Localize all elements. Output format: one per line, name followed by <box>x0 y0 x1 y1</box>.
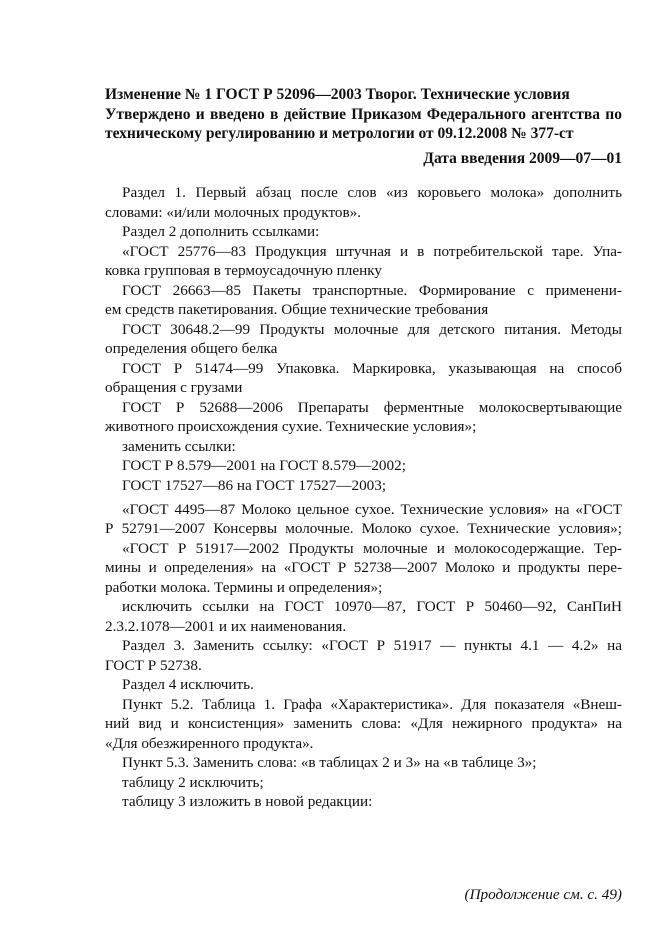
body-line: ний вид и консистенция» заменить слова: «Для нежирного продукта» на <box>105 715 622 732</box>
body-line: ГОСТ Р 52738. <box>105 657 202 674</box>
body-line: мины и определения» на «ГОСТ Р 52738—2007 Молоко и продукты пере- <box>105 559 622 576</box>
body-line: «ГОСТ 25776—83 Продукция штучная и в потребительской таре. Упа- <box>122 243 622 260</box>
body-line: Р 52791—2007 Консервы молочные. Молоко сухое. Технические условия»; <box>105 520 622 537</box>
body-line: Раздел 2 дополнить ссылками: <box>122 223 320 240</box>
body-line: ГОСТ 30648.2—99 Продукты молочные для детского питания. Методы <box>122 321 622 338</box>
body-line: Раздел 3. Заменить ссылку: «ГОСТ Р 51917 — пункты 4.1 — 4.2» на <box>122 637 622 654</box>
body-line: заменить ссылки: <box>122 438 236 455</box>
body-line: «Для обезжиренного продукта». <box>105 735 314 752</box>
amendment-title: Изменение № 1 ГОСТ Р 52096—2003 Творог. Технические условия <box>105 86 570 103</box>
body-line: исключить ссылки на ГОСТ 10970—87, ГОСТ Р 50460—92, СанПиН <box>122 598 622 615</box>
body-line: животного происхождения сухие. Технические условия»; <box>105 418 477 435</box>
body-line: Пункт 5.3. Заменить слова: «в таблицах 2 и 3» на «в таблице 3»; <box>122 754 537 771</box>
body-line: ГОСТ Р 8.579—2001 на ГОСТ 8.579—2002; <box>122 457 406 474</box>
body-line: Раздел 1. Первый абзац после слов «из коровьего молока» дополнить <box>122 184 622 201</box>
body-line: «ГОСТ Р 51917—2002 Продукты молочные и молокосодержащие. Тер- <box>122 540 622 557</box>
body-line: таблицу 3 изложить в новой редакции: <box>122 793 373 810</box>
body-line: ГОСТ Р 52688—2006 Препараты ферментные молокосвертывающие <box>122 399 622 416</box>
body-line: «ГОСТ 4495—87 Молоко цельное сухое. Технические условия» на «ГОСТ <box>122 501 622 518</box>
body-line: Раздел 4 исключить. <box>122 676 254 693</box>
body-line: таблицу 2 исключить; <box>122 774 264 791</box>
continuation-note: (Продолжение см. с. 49) <box>464 886 622 903</box>
body-line: ем средств пакетирования. Общие технические требования <box>105 301 489 318</box>
body-line: ГОСТ Р 51474—99 Упаковка. Маркировка, указывающая на способ <box>122 360 622 377</box>
body-line: ГОСТ 26663—85 Пакеты транспортные. Формирование с применени- <box>122 282 622 299</box>
body-line: ГОСТ 17527—86 на ГОСТ 17527—2003; <box>122 477 387 494</box>
effective-date: Дата введения 2009—07—01 <box>423 150 622 167</box>
body-line: Пункт 5.2. Таблица 1. Графа «Характеристика». Для показателя «Внеш- <box>122 696 622 713</box>
approval-line-1: Утверждено и введено в действие Приказом Федерального агентства по <box>105 106 622 123</box>
body-line: обращения с грузами <box>105 379 243 396</box>
body-line: работки молока. Термины и определения»; <box>105 579 383 596</box>
body-line: ковка групповая в термоусадочную пленку <box>105 262 382 279</box>
body-line: словами: «и/или молочных продуктов». <box>105 204 362 221</box>
approval-line-2: техническому регулированию и метрологии от 09.12.2008 № 377-ст <box>105 125 574 142</box>
body-line: 2.3.2.1078—2001 и их наименования. <box>105 618 347 635</box>
body-line: определения общего белка <box>105 340 278 357</box>
